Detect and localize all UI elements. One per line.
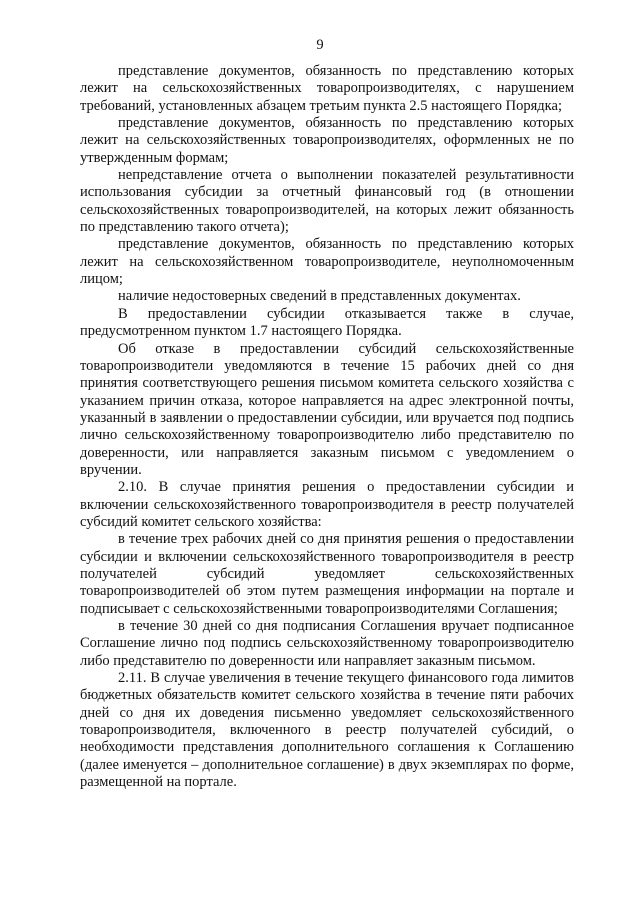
paragraph-thirty-days-delivery: в течение 30 дней со дня подписания Соглашения вручает подписанное Соглашение лично под подпись сельскохозяйственному товаропроизводителю либо представителю по доверенности или направляет заказным письмом. [80, 618, 574, 669]
paragraph-unauthorized-person: представление документов, обязанность по представлению которых лежит на сельскохозяйственном товаропроизводителе, неуполномоченным лицом; [80, 236, 574, 288]
paragraph-refusal-notification: Об отказе в предоставлении субсидий сельскохозяйственные товаропроизводители уведомляются в течение 15 рабочих дней со дня принятия соответствующего решения письмом комитета сельского хозяйства с указанием причин отказа, которое направляется на адрес электронной почты, указанный в заявлении о предоставлении субсидии, или вручается под подпись лично сельскохозяйственному товаропроизводителю либо представителю по доверенности, или направляется заказным письмом с уведомлением о вручении. [80, 340, 574, 478]
paragraph-false-information: наличие недостоверных сведений в представленных документах. [118, 288, 521, 305]
document-text-body [80, 63, 574, 791]
paragraph-violation-requirements: представление документов, обязанность по представлению которых лежит на сельскохозяйственных товаропроизводителях, с нарушением требований, установленных абзацем третьим пункта 2.5 настоящего Порядка; [80, 63, 574, 114]
paragraph-section-2-11: 2.11. В случае увеличения в течение текущего финансового года лимитов бюджетных обязательств комитет сельского хозяйства в течение пяти рабочих дней со дня их доведения письменно уведомляет сельскохозяйственного товаропроизводителя, включенного в реестр получателей субсидий, о необходимости представления дополнительного соглашения к Соглашению (далее именуется – дополнительное соглашение) в двух экземплярах по форме, размещенной на портале. [80, 670, 574, 791]
paragraph-section-2-10: 2.10. В случае принятия решения о предоставлении субсидии и включении сельскохозяйственного товаропроизводителя в реестр получателей субсидий комитет сельского хозяйства: [80, 479, 574, 530]
page-number: 9 [316, 37, 324, 53]
paragraph-report-not-submitted: непредставление отчета о выполнении показателей результативности использования субсидии за отчетный финансовый год (в отношении сельскохозяйственных товаропроизводителей, на которых лежит обязанность по представлению такого отчета); [80, 167, 574, 236]
paragraph-refusal-clause: В предоставлении субсидии отказывается также в случае, предусмотренном пунктом 1.7 настоящего Порядка. [80, 305, 574, 340]
paragraph-unapproved-forms: представление документов, обязанность по представлению которых лежит на сельскохозяйственных товаропроизводителях, оформленных не по утвержденным формам; [80, 115, 574, 166]
paragraph-three-days-notice: в течение трех рабочих дней со дня принятия решения о предоставлении субсидии и включении сельскохозяйственного товаропроизводителя в реестр получателей субсидий уведомляет сельскохозяйственных товаропроизводителей об этом путем размещения информации на портале и подписывает с сельскохозяйственными товаропроизводителями Соглашения; [80, 531, 574, 617]
